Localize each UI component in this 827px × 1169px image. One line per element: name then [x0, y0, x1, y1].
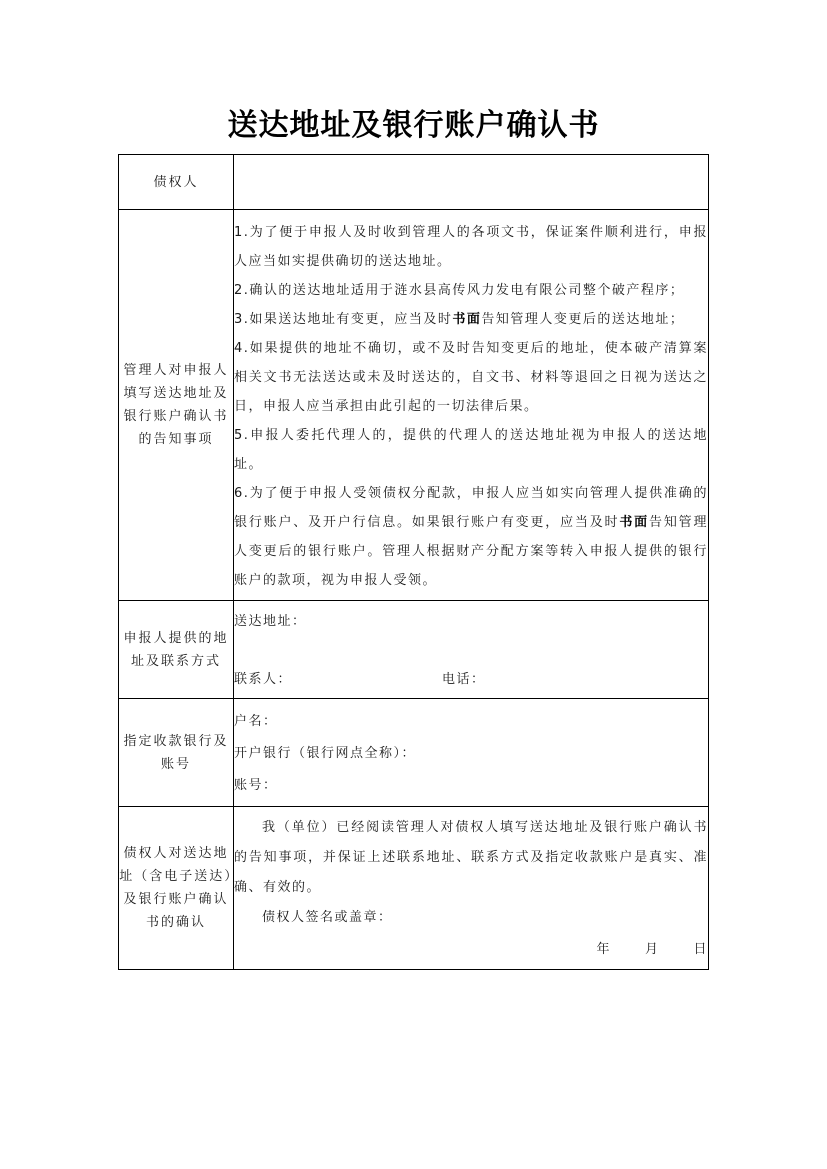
- bank-name-field[interactable]: 开户银行（银行网点全称）：: [234, 746, 417, 761]
- account-name-field[interactable]: 户名：: [234, 714, 278, 729]
- confirmation-form-table: [118, 154, 709, 970]
- confirm-statement: 我（单位）已经阅读管理人对债权人填写送达地址及银行账户确认书的告知事项，并保证上述联系地址、联系方式及指定收款账户是真实、准确、有效的。: [234, 819, 708, 895]
- phone-field[interactable]: 电话：: [442, 672, 486, 687]
- notice-label: 管理人对申报人填写送达地址及银行账户确认书的告知事项: [119, 210, 234, 601]
- confirm-label: 债权人对送达地址（含电子送达）及银行账户确认书的确认: [119, 807, 234, 970]
- contact-person-field[interactable]: 联系人：: [234, 672, 293, 687]
- notice-item: 1.为了便于申报人及时收到管理人的各项文书，保证案件顺利进行，申报人应当如实提供确切的送达地址。: [234, 225, 708, 269]
- day-label: 日: [693, 941, 708, 957]
- notice-row: [119, 210, 709, 601]
- bank-content: [234, 699, 709, 807]
- address-content: [234, 601, 709, 699]
- confirm-row: [119, 807, 709, 970]
- address-row: [119, 601, 709, 699]
- bank-label: 指定收款银行及账号: [119, 699, 234, 807]
- bank-row: [119, 699, 709, 807]
- date-line: [234, 935, 708, 965]
- notice-item: 6.为了便于申报人受领债权分配款，申报人应当如实向管理人提供准确的银行账户、及开户行信息。如果银行账户有变更，应当及时书面告知管理人变更后的银行账户。管理人根据财产分配方案等转入申报人提供的银行账户的款项，视为申报人受领。: [234, 486, 708, 588]
- notice-item: 5.申报人委托代理人的，提供的代理人的送达地址视为申报人的送达地址。: [234, 428, 708, 472]
- month-label: 月: [644, 941, 660, 957]
- confirm-content: [234, 807, 709, 970]
- notice-item: 4.如果提供的地址不确切，或不及时告知变更后的地址，使本破产清算案相关文书无法送达或未及时送达的，自文书、材料等退回之日视为送达之日，申报人应当承担由此引起的一切法律后果。: [234, 341, 708, 414]
- creditor-value[interactable]: [234, 155, 709, 210]
- notice-content: [234, 210, 709, 601]
- signature-field[interactable]: 债权人签名或盖章：: [262, 909, 393, 925]
- notice-item: 3.如果送达地址有变更，应当及时书面告知管理人变更后的送达地址；: [234, 312, 685, 327]
- creditor-row: [119, 155, 709, 210]
- creditor-label: 债权人: [119, 155, 234, 210]
- year-label: 年: [596, 941, 611, 957]
- contact-line: [234, 665, 708, 694]
- notice-item: 2.确认的送达地址适用于涟水县高传风力发电有限公司整个破产程序；: [234, 283, 685, 298]
- account-number-field[interactable]: 账号：: [234, 778, 278, 793]
- address-label: 申报人提供的地址及联系方式: [119, 601, 234, 699]
- delivery-address-field[interactable]: 送达地址：: [234, 614, 307, 629]
- document-title: 送达地址及银行账户确认书: [227, 108, 600, 143]
